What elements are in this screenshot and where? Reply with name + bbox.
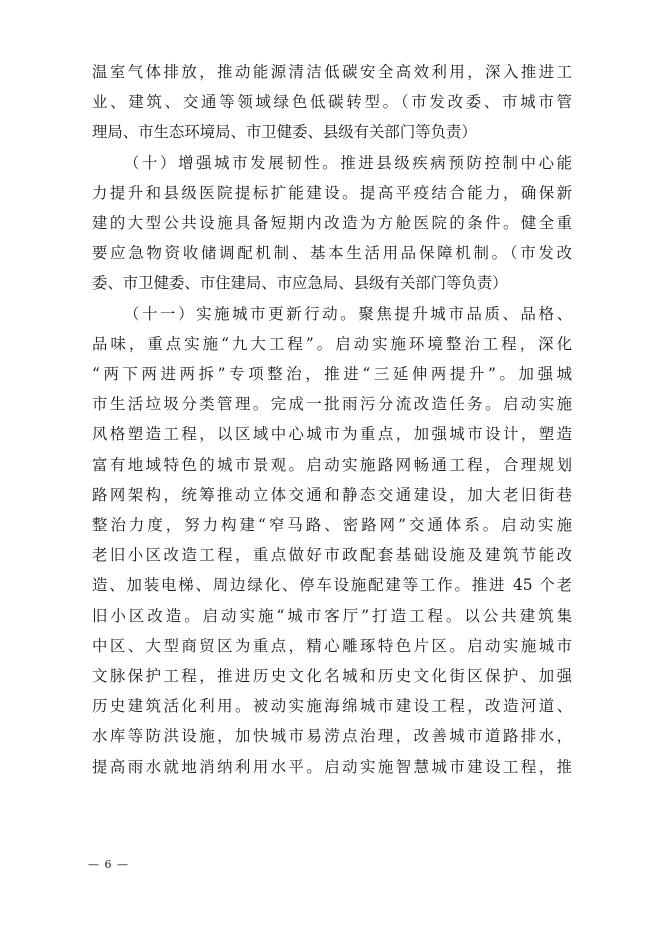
text-line: 中区、大型商贸区为重点，精心雕琢特色片区。启动实施城市 <box>92 636 572 655</box>
paragraph-heading-line: （十）增强城市发展韧性。推进县级疾病预防控制中心能 <box>124 153 572 172</box>
page-number: — 6 — <box>88 858 129 871</box>
text-line: 水库等防洪设施，加快城市易涝点治理，改善城市道路排水， <box>92 727 572 746</box>
text-line: 风格塑造工程，以区域中心城市为重点，加强城市设计，塑造 <box>92 425 572 444</box>
text-line: 理局、市生态环境局、市卫健委、县级有关部门等负责） <box>92 123 477 142</box>
paragraph-heading-line: （十一）实施城市更新行动。聚焦提升城市品质、品格、 <box>124 304 572 323</box>
text-line: 温室气体排放，推动能源清洁低碳安全高效利用，深入推进工 <box>92 63 572 81</box>
text-line: 要应急物资收储调配机制、基本生活用品保障机制。（市发改 <box>92 244 572 263</box>
text-line: 造、加装电梯、周边绿化、停车设施配建等工作。推进 45 个老 <box>92 576 572 595</box>
text-line: 旧小区改造。启动实施“城市客厅”打造工程。以公共建筑集 <box>92 606 572 625</box>
text-line: 市生活垃圾分类管理。完成一批雨污分流改造任务。启动实施 <box>92 395 572 414</box>
text-line: 力提升和县级医院提标扩能建设。提高平疫结合能力，确保新 <box>92 183 572 202</box>
text-line: 历史建筑活化利用。被动实施海绵城市建设工程，改造河道、 <box>92 697 572 716</box>
text-line: 品味，重点实施“九大工程”。启动实施环境整治工程，深化 <box>92 334 572 353</box>
text-line: 路网架构，统筹推动立体交通和静态交通建设，加大老旧街巷 <box>92 485 572 504</box>
text-line: 老旧小区改造工程，重点做好市政配套基础设施及建筑节能改 <box>92 546 572 565</box>
text-line: 业、建筑、交通等领域绿色低碳转型。（市发改委、市城市管 <box>92 93 572 112</box>
text-line: 委、市卫健委、市住建局、市应急局、县级有关部门等负责） <box>92 274 508 293</box>
text-line: 文脉保护工程，推进历史文化名城和历史文化街区保护、加强 <box>92 667 572 685</box>
text-line: 整治力度，努力构建“窄马路、密路网”交通体系。启动实施 <box>92 516 572 534</box>
text-line: 建的大型公共设施具备短期内改造为方舱医院的条件。健全重 <box>92 214 572 232</box>
text-line: “两下两进两拆”专项整治，推进“三延伸两提升”。加强城 <box>92 365 572 383</box>
text-line: 提高雨水就地消纳利用水平。启动实施智慧城市建设工程，推 <box>92 757 572 776</box>
text-line: 富有地域特色的城市景观。启动实施路网畅通工程，合理规划 <box>92 455 572 474</box>
